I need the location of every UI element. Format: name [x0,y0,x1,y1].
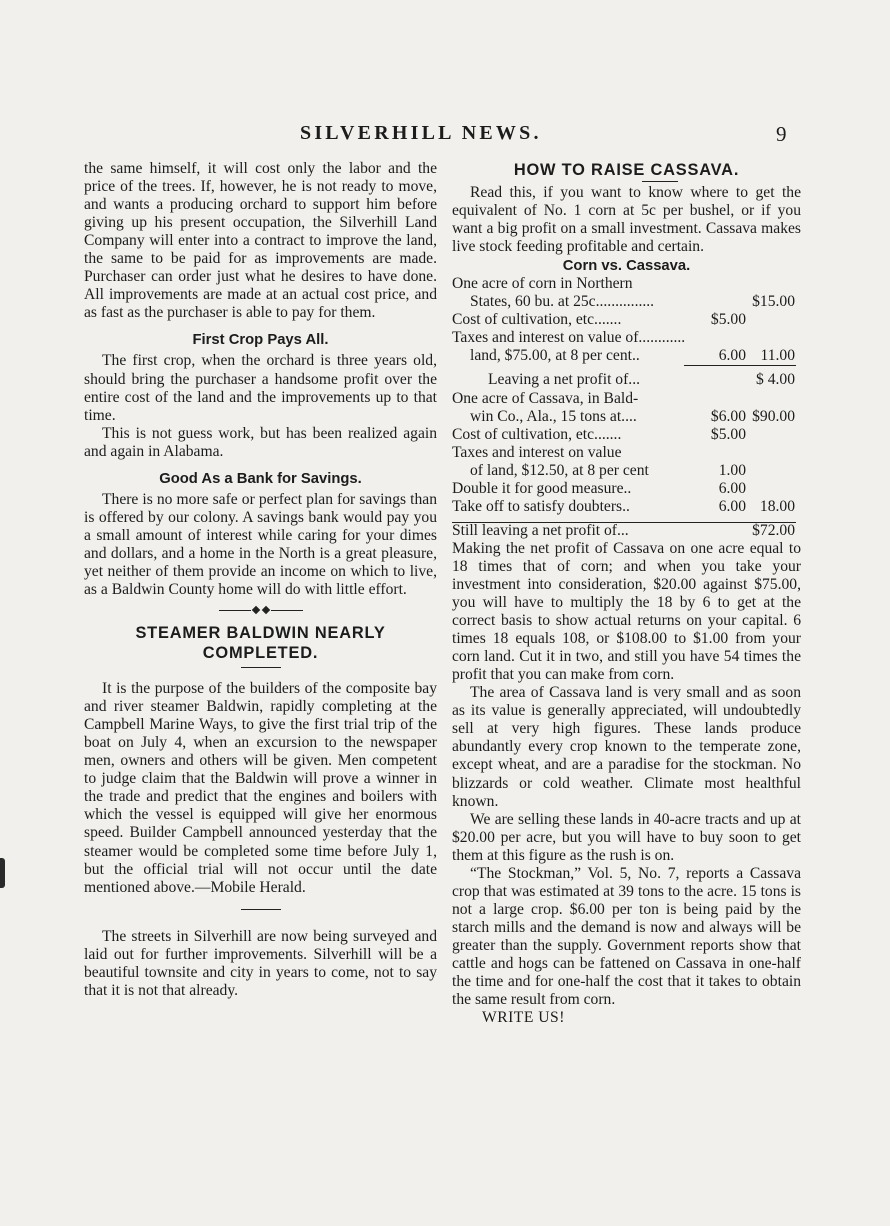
ledger-amount: $6.00 [710,407,746,425]
section-rule [241,909,281,910]
ledger-amount: $15.00 [752,293,795,311]
ledger-amount: 6.00 [718,347,746,365]
ledger-label: Taxes and interest on value of............ [452,329,686,347]
ledger-label: Cost of cultivation, etc....... [452,425,622,443]
bank-savings-heading: Good As a Bank for Savings. [159,470,362,487]
profit-ledger [452,275,801,540]
page-header [0,122,890,152]
steamer-paragraph: It is the purpose of the builders of the composite bay and river steamer Baldwin, rapidly completing at the Campbell Marine Ways, to give the first trial trip of the boat on July 4, when an excursion to the newspaper men, owners and others will be given. Men competent to judge claim that the Baldwin will prove a winner in the trade and predict that the engines and boilers with which the vessel is equipped will give her enormous speed. Builder Campbell announced yesterday that the steamer would be completed some time before July 1, but the official trial will not occur until the date mentioned above.—Mobile Herald. [84,680,437,896]
ledger-amount: 1.00 [718,461,746,479]
first-crop-paragraph: The first crop, when the orchard is three years old, should bring the purchaser a handsome profit over the entire cost of the land and the improvements up to that time. [84,352,437,424]
stockman-paragraph: “The Stockman,” Vol. 5, No. 7, reports a Cassava crop that was estimated at 39 tons to the acre. 15 tons is not a large crop. $6.00 per ton is being paid by the starch mills and the demand is now and always will be greater than the supply. Government reports show that cattle and hogs can be fattened on Cassava in one-half the time and for one-half the cost that it takes to obtain the same result from corn. [452,864,801,1009]
ledger-row [452,275,801,293]
ledger-amount: $90.00 [752,407,795,425]
ledger-row [452,426,801,444]
cassava-heading: HOW TO RAISE CASSAVA. [513,161,740,179]
first-crop-heading: First Crop Pays All. [192,332,329,349]
section-ornament [84,607,437,613]
ledger-row [452,390,801,408]
heading-rule [241,667,281,668]
ledger-label: One acre of corn in Northern [452,275,633,293]
ledger-amount: 11.00 [760,347,795,365]
ledger-label: Taxes and interest on value [452,443,622,461]
ledger-row [452,371,801,389]
page-number: 9 [776,122,787,146]
ledger-row [452,498,801,516]
ledger-row [452,480,801,498]
ledger-row [452,522,801,540]
ledger-label: win Co., Ala., 15 tons at.... [470,407,637,425]
masthead-title: SILVERHILL NEWS. [300,122,542,144]
guess-work-paragraph: This is not guess work, but has been realized again and again in Alabama. [84,424,437,460]
cassava-intro-paragraph: Read this, if you want to know where to get the equivalent of No. 1 corn at 5c per bushel, or if you want a big profit on a small investment. Cassava makes live stock feeding profitable and certain. [452,184,801,256]
ledger-label: Cost of cultivation, etc....... [452,311,622,329]
page-binding-edge [0,858,5,888]
ledger-amount: $5.00 [710,425,746,443]
write-us-callout: WRITE US! [482,1009,565,1027]
ledger-amount: 6.00 [718,497,746,515]
ledger-label: States, 60 bu. at 25c............... [470,293,655,311]
ledger-label: Double it for good measure.. [452,479,632,497]
ledger-label: Leaving a net profit of... [488,371,640,389]
bank-savings-paragraph: There is no more safe or perfect plan for savings than is offered by our colony. A savings bank would pay you a small amount of interest while caring for your dimes and dollars, and a home in the North is a great pleasure, yet neither of them provide an income on which to live, as a Baldwin County home will do with little effort. [84,490,437,599]
corn-vs-cassava-heading: Corn vs. Cassava. [562,258,691,275]
ledger-amount: 6.00 [718,479,746,497]
cassava-area-paragraph: The area of Cassava land is very small and as soon as its value is generally appreciated, will undoubtedly sell at very high figures. These lands produce abundantly every crop known to the temperate zone, except wheat, and are a paradise for the stockman. No blizzards or cold weather. Climate most healthful known. [452,684,801,810]
streets-paragraph: The streets in Silverhill are now being surveyed and laid out for further improvements. Silverhill will be a beautiful townsite and city in years to come, not to say that it is not that already. [84,927,437,999]
net-profit-paragraph: Making the net profit of Cassava on one acre equal to 18 times that of corn; and when you take your investment into consideration, $20.00 against $75.00, you will have to multiply the 18 by 6 to get at the correct basis to show actual returns on your capital. 6 times 18 equals 108, or $108.00 to $1.00 from your corn land. Cut it in two, and still you have 54 times the profit that you can make from corn. [452,539,801,684]
left-column [84,160,437,1000]
ledger-amount: $72.00 [752,521,795,539]
ledger-row [452,444,801,462]
ledger-row [452,293,801,311]
ledger-label: Still leaving a net profit of... [452,521,629,539]
selling-paragraph: We are selling these lands in 40-acre tracts and up at $20.00 per acre, but you will have to buy soon to get them at this figure as the rush is on. [452,810,801,864]
ledger-label: land, $75.00, at 8 per cent.. [470,347,640,365]
heading-rule [642,181,678,182]
ledger-amount: $ 4.00 [756,371,795,389]
ledger-amount: 18.00 [759,497,795,515]
ledger-row [452,329,801,347]
ledger-label: One acre of Cassava, in Bald- [452,389,639,407]
ledger-label: Take off to satisfy doubters.. [452,497,630,515]
ledger-row [452,347,801,365]
right-column [452,160,801,1027]
ledger-amount: $5.00 [710,311,746,329]
ledger-row [452,408,801,426]
intro-paragraph: the same himself, it will cost only the labor and the price of the trees. If, however, he is not ready to move, and wants a producing orchard to support him before giving up his present occupation, the Silverhill Land Company will enter into a contract to improve the land, the same to be paid for as improvements are made. Purchaser can order just what he desires to have done. All improvements are made at an actual cost price, and as fast as the purchaser is able to pay for them. [84,160,437,322]
ledger-row [452,311,801,329]
ledger-row [452,462,801,480]
ledger-label: of land, $12.50, at 8 per cent [470,461,649,479]
steamer-heading: STEAMER BALDWIN NEARLY COMPLETED. [135,624,386,663]
